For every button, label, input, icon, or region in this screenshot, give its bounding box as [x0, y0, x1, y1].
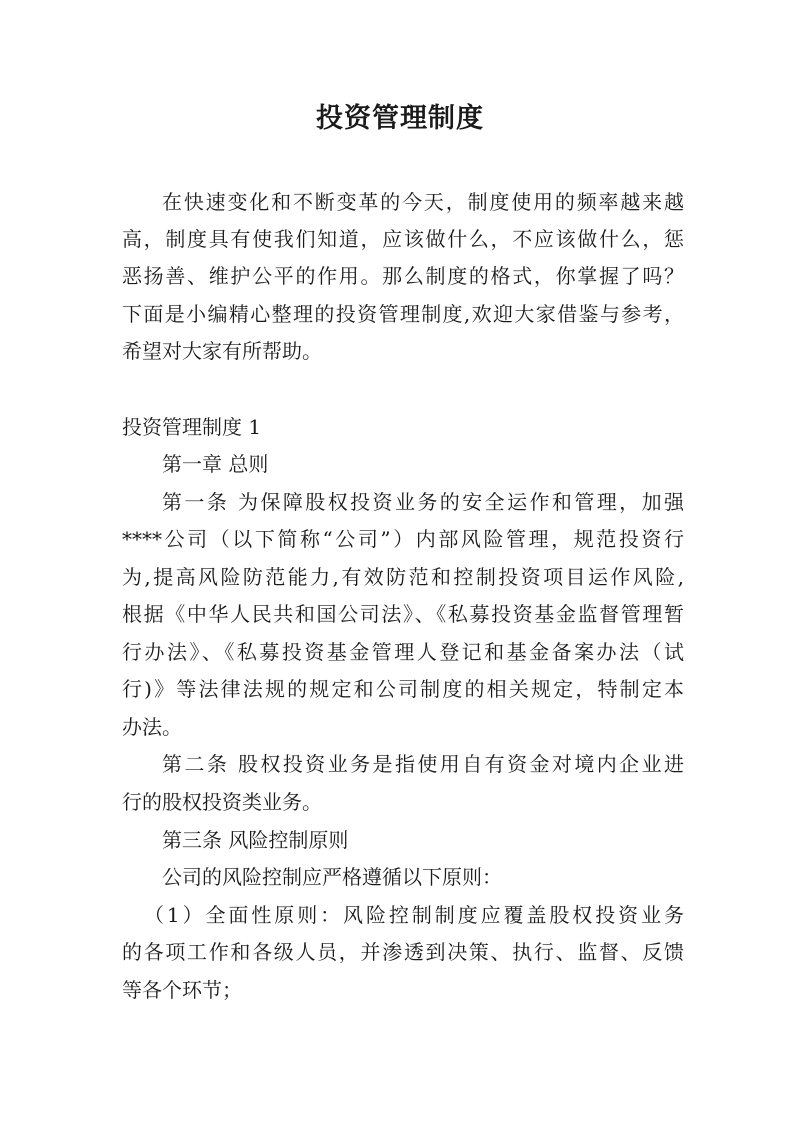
intro-line: 恶扬善、维护公平的作用。那么制度的格式，你掌握了吗？: [122, 264, 684, 288]
intro-line: 高，制度具有使我们知道，应该做什么，不应该做什么，惩: [122, 227, 684, 251]
article-line: ****公司（以下简称“公司”）内部风险管理，规范投资行: [122, 527, 684, 551]
article-line: 为,提高风险防范能力,有效防范和控制投资项目运作风险,: [122, 565, 684, 589]
article-line: 第二条 股权投资业务是指使用自有资金对境内企业进: [162, 752, 684, 776]
article-line: 公司的风险控制应严格遵循以下原则：: [162, 865, 502, 889]
chapter-heading: 第一章 总则: [162, 452, 269, 476]
document-title: 投资管理制度: [316, 103, 484, 134]
article-heading: 第三条 风险控制原则: [162, 828, 349, 852]
article-line: 行)》等法律法规的规定和公司制度的相关规定，特制定本: [122, 677, 684, 701]
section-heading: 投资管理制度 1: [122, 415, 262, 439]
article-line: 行办法》、《私募投资基金管理人登记和基金备案办法（试: [122, 640, 684, 664]
principle-line: （1）全面性原则：风险控制制度应覆盖股权投资业务: [144, 903, 684, 927]
principle-line: 的各项工作和各级人员，并渗透到决策、执行、监督、反馈: [122, 940, 684, 964]
article-line: 第一条 为保障股权投资业务的安全运作和管理，加强: [162, 490, 684, 514]
intro-line: 希望对大家有所帮助。: [122, 339, 322, 363]
article-line: 办法。: [122, 715, 182, 739]
principle-line: 等各个环节；: [122, 978, 242, 1002]
intro-line: 下面是小编精心整理的投资管理制度,欢迎大家借鉴与参考，: [122, 302, 684, 326]
intro-line: 在快速变化和不断变革的今天，制度使用的频率越来越: [162, 190, 684, 214]
article-line: 根据《中华人民共和国公司法》、《私募投资基金监督管理暂: [122, 602, 684, 626]
article-line: 行的股权投资类业务。: [122, 790, 322, 814]
